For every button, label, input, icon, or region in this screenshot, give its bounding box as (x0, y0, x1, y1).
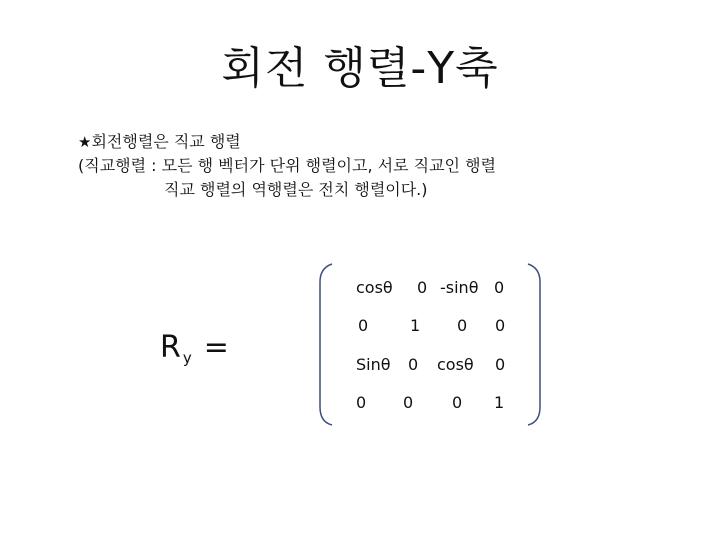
rotation-matrix (340, 270, 530, 420)
matrix-cell-r2-c2: 1 (410, 316, 421, 335)
description-line-2: (직교행렬 : 모든 행 벡터가 단위 행렬이고, 서로 직교인 행렬 (78, 156, 496, 175)
matrix-cell-r2-c3: 0 (457, 316, 468, 335)
matrix-cell-r1-c2: 0 (417, 278, 428, 297)
matrix-cell-r4-c4: 1 (494, 393, 505, 412)
matrix-cell-r2-c1: 0 (358, 316, 369, 335)
matrix-cell-r3-c4: 0 (495, 355, 506, 374)
matrix-cell-r3-c2: 0 (408, 355, 419, 374)
description-text-1: 회전행렬은 직교 행렬 (91, 132, 241, 151)
matrix-symbol: R (160, 330, 181, 365)
matrix-cell-r1-c3: -sinθ (440, 278, 479, 297)
matrix-cell-r1-c1: cosθ (356, 278, 393, 297)
description-line-3: 직교 행렬의 역행렬은 전치 행렬이다.) (164, 180, 428, 199)
matrix-cell-r3-c3: cosθ (437, 355, 474, 374)
matrix-cell-r1-c4: 0 (494, 278, 505, 297)
matrix-cell-r4-c1: 0 (356, 393, 367, 412)
matrix-cell-r3-c1: Sinθ (356, 355, 391, 374)
matrix-subscript: y (182, 349, 192, 367)
description-line-1 (78, 130, 698, 154)
description-block (78, 130, 698, 202)
matrix-cell-r4-c3: 0 (452, 393, 463, 412)
rotation-matrix-label (160, 330, 229, 365)
matrix-cell-r4-c2: 0 (403, 393, 414, 412)
slide-title: 회전 행렬-Y축 (221, 43, 499, 94)
equals-sign: = (203, 330, 229, 365)
matrix-cell-r2-c4: 0 (495, 316, 506, 335)
left-bracket (320, 264, 332, 425)
star-icon: ★ (78, 133, 92, 151)
